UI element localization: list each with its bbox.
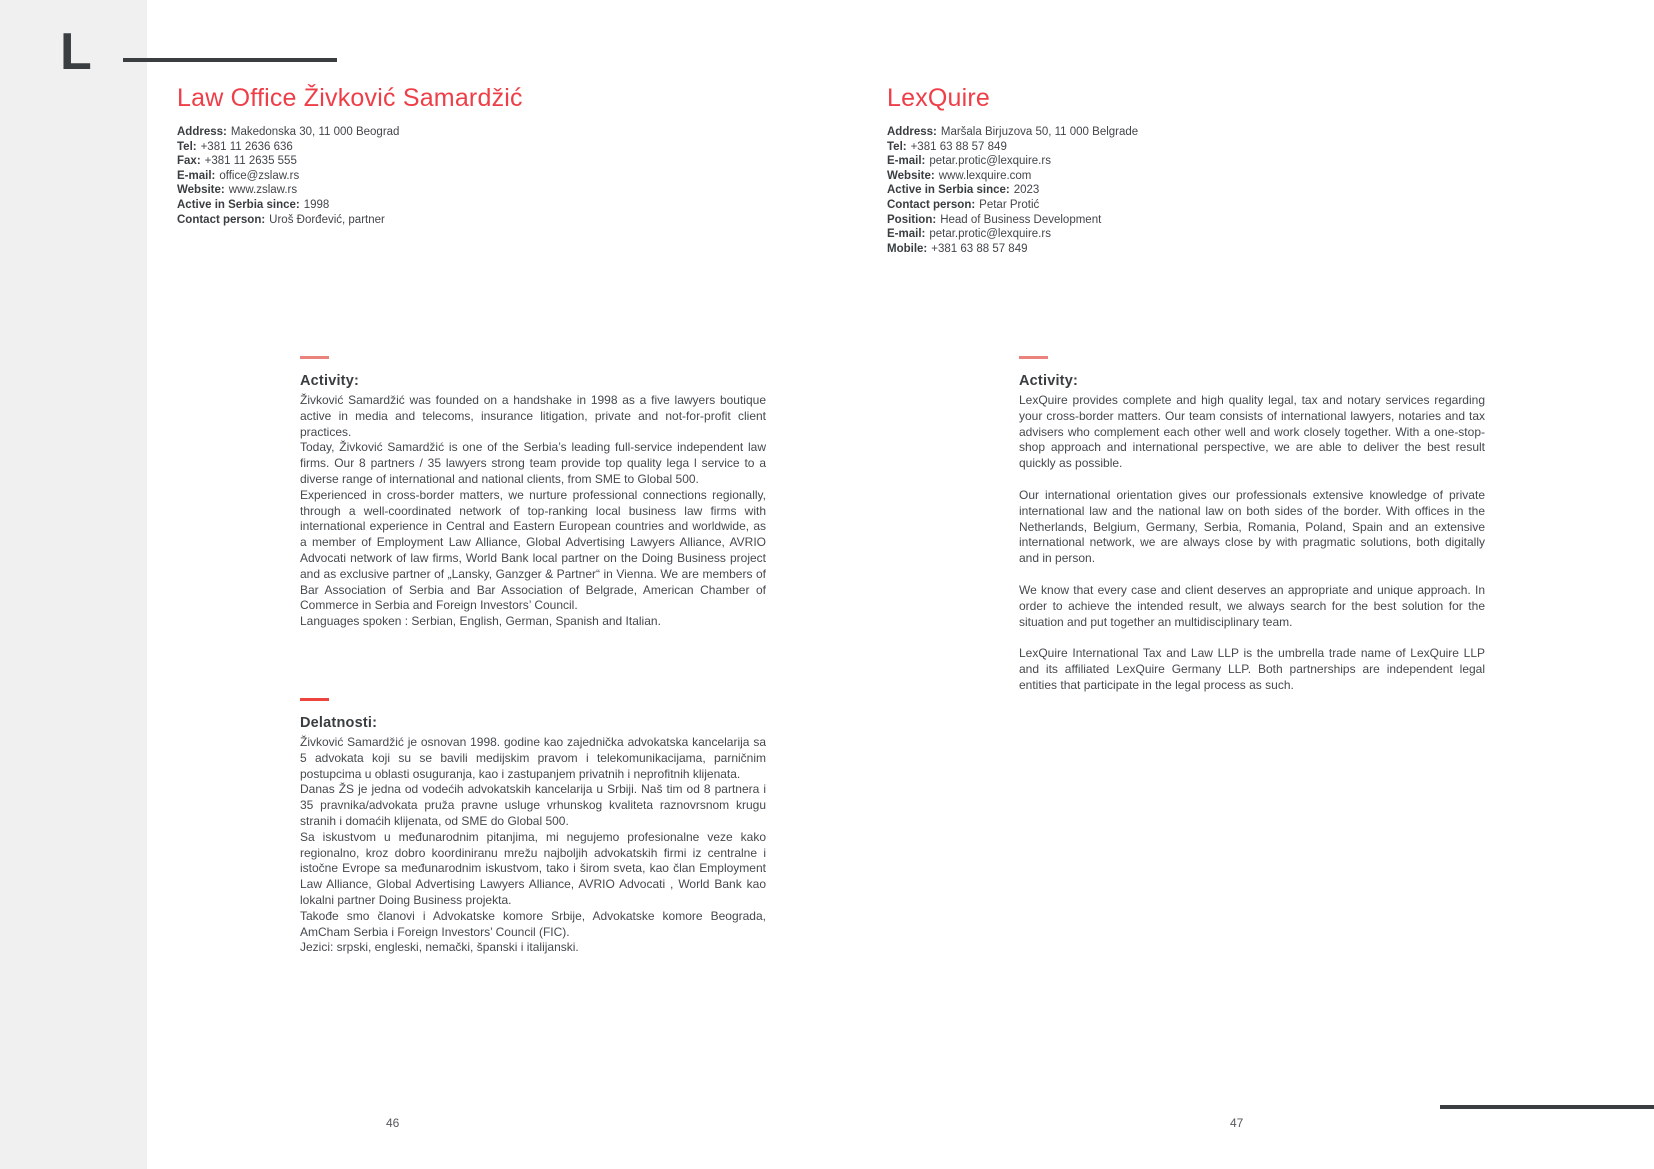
right-contact-block [887, 125, 1447, 256]
contact-value: +381 11 2636 636 [200, 140, 293, 153]
contact-line-fax [177, 154, 737, 169]
delatnosti-heading: Delatnosti: [300, 715, 378, 731]
contact-value: Head of Business Development [940, 213, 1102, 226]
contact-value: +381 63 88 57 849 [910, 140, 1007, 153]
contact-value: www.lexquire.com [938, 169, 1032, 182]
contact-value: Petar Protić [979, 198, 1040, 211]
contact-label: E-mail: [177, 169, 216, 182]
contact-line-email-2 [887, 227, 1447, 242]
left-contact-block [177, 125, 737, 227]
contact-line-email [887, 154, 1447, 169]
contact-line-contact-person [887, 198, 1447, 213]
contact-line-address [177, 125, 737, 140]
left-activity-section [300, 356, 766, 630]
left-profile-title: Law Office Živković Samardžić [177, 84, 523, 112]
activity-paragraph: We know that every case and client deserves an appropriate and unique approach. In order to achieve the intended result, we always search for the best solution for the situation and put together an multidisciplinary team. [1019, 582, 1485, 629]
activity-body [1019, 393, 1485, 694]
contact-line-active-since [887, 183, 1447, 198]
delatnosti-body [300, 735, 766, 956]
contact-line-website [887, 169, 1447, 184]
contact-label: Active in Serbia since: [887, 184, 1010, 197]
activity-paragraph: Živković Samardžić was founded on a handshake in 1998 as a five lawyers boutique active in media and telecoms, insurance litigation, private and not-for-profit client practices. [300, 393, 766, 439]
contact-value: +381 63 88 57 849 [931, 242, 1028, 255]
contact-label: Contact person: [887, 198, 976, 211]
contact-label: Position: [887, 213, 937, 226]
contact-value: Maršala Birjuzova 50, 11 000 Belgrade [940, 126, 1139, 138]
bottom-rule [1440, 1105, 1654, 1109]
contact-label: Active in Serbia since: [177, 198, 300, 211]
top-rule [123, 58, 337, 62]
contact-value: office@zslaw.rs [219, 169, 300, 182]
contact-value: petar.protic@lexquire.rs [929, 228, 1051, 241]
contact-value: petar.protic@lexquire.rs [929, 155, 1051, 168]
delatnosti-paragraph: Živković Samardžić je osnovan 1998. godine kao zajednička advokatska kancelarija sa 5 advokata koji su se bavili medijskim pravom i telekomunikacijama, parničnim postupcima u oblasti osuguranja, kao i zastupanjem privatnih i neprofitnih klijenata. [300, 735, 766, 781]
delatnosti-paragraph: Danas ŽS je jedna od vodećih advokatskih kancelarija u Srbiji. Naš tim od 8 partnera i 35 pravnika/advokata pruža pravne usluge vrhunskog kvaliteta raznovrsnom krugu stranih i domaćih klijenata, od SME do Global 500. [300, 782, 766, 828]
activity-paragraph: Experienced in cross-border matters, we nurture professional connections regionally, through a well-coordinated network of top-ranking local business law firms with international experience in Central and Eastern European countries and worldwide, as a member of Employment Law Alliance, Global Advertising Lawyers Alliance, AVRIO Advocati network of law firms, World Bank local partner on the Doing Business project and as exclusive partner of „Lansky, Ganzger & Partner“ in Vienna. We are members of Bar Association of Serbia and Bar Association of Belgrade, American Chamber of Commerce in Serbia and Foreign Investors’ Council. [300, 487, 766, 613]
contact-label: Tel: [887, 140, 907, 153]
activity-paragraph: Our international orientation gives our professionals extensive knowledge of private international law and the national law on both sides of the border. With offices in the Netherlands, Belgium, Germany, Serbia, Romania, Poland, Spain and an extensive international network, we are always close by with pragmatic solutions, both digitally and in person. [1019, 487, 1485, 566]
contact-line-tel [887, 140, 1447, 155]
contact-label: Tel: [177, 140, 197, 153]
left-page-number: 46 [386, 1116, 400, 1130]
section-dash [300, 698, 329, 701]
section-dash [1019, 356, 1048, 359]
section-dash [300, 356, 329, 359]
contact-value: www.zslaw.rs [228, 184, 298, 197]
activity-paragraph: Languages spoken : Serbian, English, German, Spanish and Italian. [300, 614, 661, 629]
activity-paragraph: Today, Živković Samardžić is one of the Serbia’s leading full-service independent law firms. Our 8 partners / 35 lawyers strong team provide top quality lega l service to a diverse range of international and national clients, from SME to Global 500. [300, 440, 766, 486]
contact-line-position [887, 213, 1447, 228]
contact-line-tel [177, 140, 737, 155]
contact-line-address [887, 125, 1447, 140]
delatnosti-paragraph: Sa iskustvom u međunarodnim pitanjima, mi negujemo profesionalne veze kako regionalno, kroz dobro koordiniranu mrežu najboljih advokatskih firmi iz centralne i istočne Evrope sa međunarodnim iskustvom, tako i širom sveta, kao član Employment Law Alliance, Global Advertising Lawyers Alliance, AVRIO Advocati , World Bank kao lokalni partner Doing Business projekta. [300, 829, 766, 907]
contact-label: Contact person: [177, 213, 266, 226]
contact-label: E-mail: [887, 155, 926, 168]
right-profile-title: LexQuire [887, 84, 991, 112]
activity-body [300, 393, 766, 630]
delatnosti-paragraph: Takođe smo članovi i Advokatske komore Srbije, Advokatske komore Beograda, AmCham Serbia i Foreign Investors’ Council (FIC). [300, 908, 766, 939]
left-delatnosti-section [300, 698, 766, 956]
contact-value: +381 11 2635 555 [204, 155, 297, 168]
contact-label: Address: [887, 126, 937, 138]
right-page-number: 47 [1230, 1116, 1244, 1130]
contact-label: Website: [887, 169, 935, 182]
contact-label: Fax: [177, 155, 201, 168]
activity-heading: Activity: [1019, 373, 1079, 389]
activity-heading: Activity: [300, 373, 360, 389]
contact-label: Website: [177, 184, 225, 197]
contact-line-contact-person [177, 213, 737, 228]
letter-index: L [60, 23, 92, 81]
right-activity-section [1019, 356, 1485, 694]
contact-value: Uroš Đorđević, partner [269, 213, 385, 226]
contact-label: E-mail: [887, 228, 926, 241]
contact-value: 2023 [1013, 184, 1040, 197]
activity-paragraph: LexQuire provides complete and high quality legal, tax and notary services regarding your cross-border matters. Our team consists of international lawyers, notaries and tax advisers who complement each other well and work closely together. With a one-stop-shop approach and international perspective, we are able to deliver the best result quickly as possible. [1019, 393, 1485, 471]
contact-value: 1998 [303, 198, 330, 211]
delatnosti-paragraph: Jezici: srpski, engleski, nemački, španski i italijanski. [300, 940, 579, 955]
contact-line-active-since [177, 198, 737, 213]
contact-line-email [177, 169, 737, 184]
contact-line-mobile [887, 242, 1447, 257]
contact-label: Mobile: [887, 242, 928, 255]
activity-paragraph: LexQuire International Tax and Law LLP is the umbrella trade name of LexQuire LLP and its affiliated LexQuire Germany LLP. Both partnerships are independent legal entities that participate in the legal process as such. [1019, 646, 1485, 692]
letter-index-band [0, 0, 147, 1169]
contact-label: Address: [177, 126, 227, 138]
contact-line-website [177, 183, 737, 198]
contact-value: Makedonska 30, 11 000 Beograd [230, 126, 400, 138]
